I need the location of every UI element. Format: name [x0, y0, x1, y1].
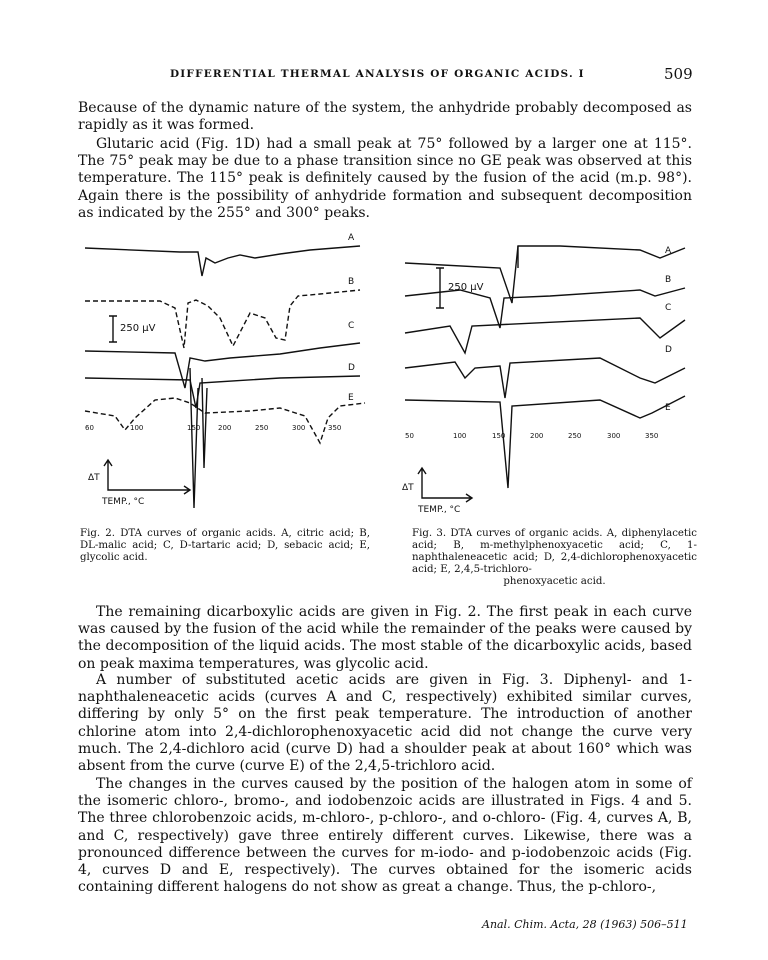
- curve-a: [405, 246, 685, 303]
- scale-bar: [109, 316, 117, 342]
- paragraph: A number of substituted acetic acids are given in Fig. 3. Diphenyl- and 1-naphthaleneacetic acids (curves A and C, respectively) exhibited similar curves, differing by only 5° on the first peak temperature. The introduction of another chlorine atom into 2,4-dichlorophenoxyacetic acid did not change the curve very much. The 2,4-dichloro acid (curve D) had a shoulder peak at about 160° which was absent from the curve (curve E) of the 2,4,5-trichloro acid.: [78, 672, 692, 775]
- curve-d: [405, 358, 685, 398]
- curve-a: [85, 246, 360, 276]
- temp-tick: 200: [218, 424, 232, 432]
- curve-label-a: A: [348, 233, 355, 243]
- figure-3-dta-curves: [400, 228, 695, 518]
- delta-t-label: ΔT: [402, 483, 414, 493]
- curve-label-c: C: [665, 303, 672, 313]
- temp-tick: 250: [255, 424, 269, 432]
- temp-tick: 100: [453, 432, 467, 440]
- scale-label: 250 µV: [448, 282, 484, 293]
- temp-tick: 350: [328, 424, 342, 432]
- figure-2-dta-curves: [80, 228, 375, 518]
- paragraph: The remaining dicarboxylic acids are given in Fig. 2. The first peak in each curve was caused by the fusion of the acid while the remainder of the peaks were caused by the decomposition of the liquid acids. The most stable of the dicarboxylic acids, based on peak maxima temperatures, was glycolic acid.: [78, 604, 692, 672]
- curve-label-c: C: [348, 321, 355, 331]
- temp-axis-label: TEMP., °C: [418, 505, 461, 515]
- temp-tick: 50: [405, 432, 414, 440]
- journal-footer: Anal. Chim. Acta, 28 (1963) 506–511: [482, 918, 688, 931]
- axes: [418, 468, 472, 502]
- caption-line: Fig. 3. DTA curves of organic acids. A, diphenylacetic acid; B, m-methylphenoxyacetic acid; C, 1-naphthaleneacetic acid; D, 2,4-dichlorophenoxyacetic acid; E, 2,4,5-trichloro-: [412, 528, 697, 575]
- delta-t-label: ΔT: [88, 473, 100, 483]
- curve-e: [85, 398, 365, 443]
- running-header: [0, 65, 768, 88]
- scale-label: 250 µV: [120, 323, 156, 334]
- temp-tick: 250: [568, 432, 582, 440]
- paragraph: Because of the dynamic nature of the system, the anhydride probably decomposed as rapidly as it was formed.: [78, 100, 692, 134]
- figure-2-caption: Fig. 2. DTA curves of organic acids. A, citric acid; B, DL-malic acid; C, D-tartaric acid; D, sebacic acid; E, glycolic acid.: [80, 528, 370, 563]
- curve-label-e: E: [348, 393, 354, 403]
- curve-label-e: E: [665, 403, 671, 413]
- temp-tick: 350: [645, 432, 659, 440]
- curve-label-b: B: [348, 277, 355, 287]
- scale-bar: [436, 268, 444, 308]
- temp-tick: 60: [85, 424, 94, 432]
- page-number: 509: [664, 65, 693, 83]
- axes: [104, 460, 190, 494]
- temp-tick: 150: [492, 432, 506, 440]
- curve-label-d: D: [348, 363, 355, 373]
- temp-tick: 100: [130, 424, 144, 432]
- curve-label-a: A: [665, 246, 672, 256]
- curve-b: [85, 290, 360, 348]
- temp-tick: 300: [292, 424, 306, 432]
- figure-3-caption: [412, 528, 697, 588]
- curve-c: [405, 318, 685, 353]
- temp-axis-label: TEMP., °C: [102, 497, 145, 507]
- running-title: DIFFERENTIAL THERMAL ANALYSIS OF ORGANIC ACIDS. I: [170, 68, 585, 80]
- curve-label-b: B: [665, 275, 672, 285]
- curve-e: [405, 396, 685, 488]
- curve-d: [85, 376, 360, 408]
- caption-line: phenoxyacetic acid.: [503, 576, 606, 587]
- curve-label-d: D: [665, 345, 672, 355]
- temp-tick: 300: [607, 432, 621, 440]
- temp-tick: 150: [187, 424, 201, 432]
- temp-tick: 200: [530, 432, 544, 440]
- paragraph: Glutaric acid (Fig. 1D) had a small peak at 75° followed by a larger one at 115°. The 75° peak may be due to a phase transition since no GE peak was observed at this temperature. The 115° peak is definitely caused by the fusion of the acid (m.p. 98°). Again there is the possibility of anhydride formation and subsequent decomposition as indicated by the 255° and 300° peaks.: [78, 136, 692, 221]
- paragraph: The changes in the curves caused by the position of the halogen atom in some of the isomeric chloro-, bromo-, and iodobenzoic acids are illustrated in Figs. 4 and 5. The three chlorobenzoic acids, m-chloro-, p-chloro-, and o-chloro- (Fig. 4, curves A, B, and C, respectively) gave three entirely different curves. Likewise, there was a pronounced difference between the curves for m-iodo- and p-iodobenzoic acids (Fig. 4, curves D and E, respectively). The curves obtained for the isomeric acids containing different halogens do not show as great a change. Thus, the p-chloro-,: [78, 776, 692, 896]
